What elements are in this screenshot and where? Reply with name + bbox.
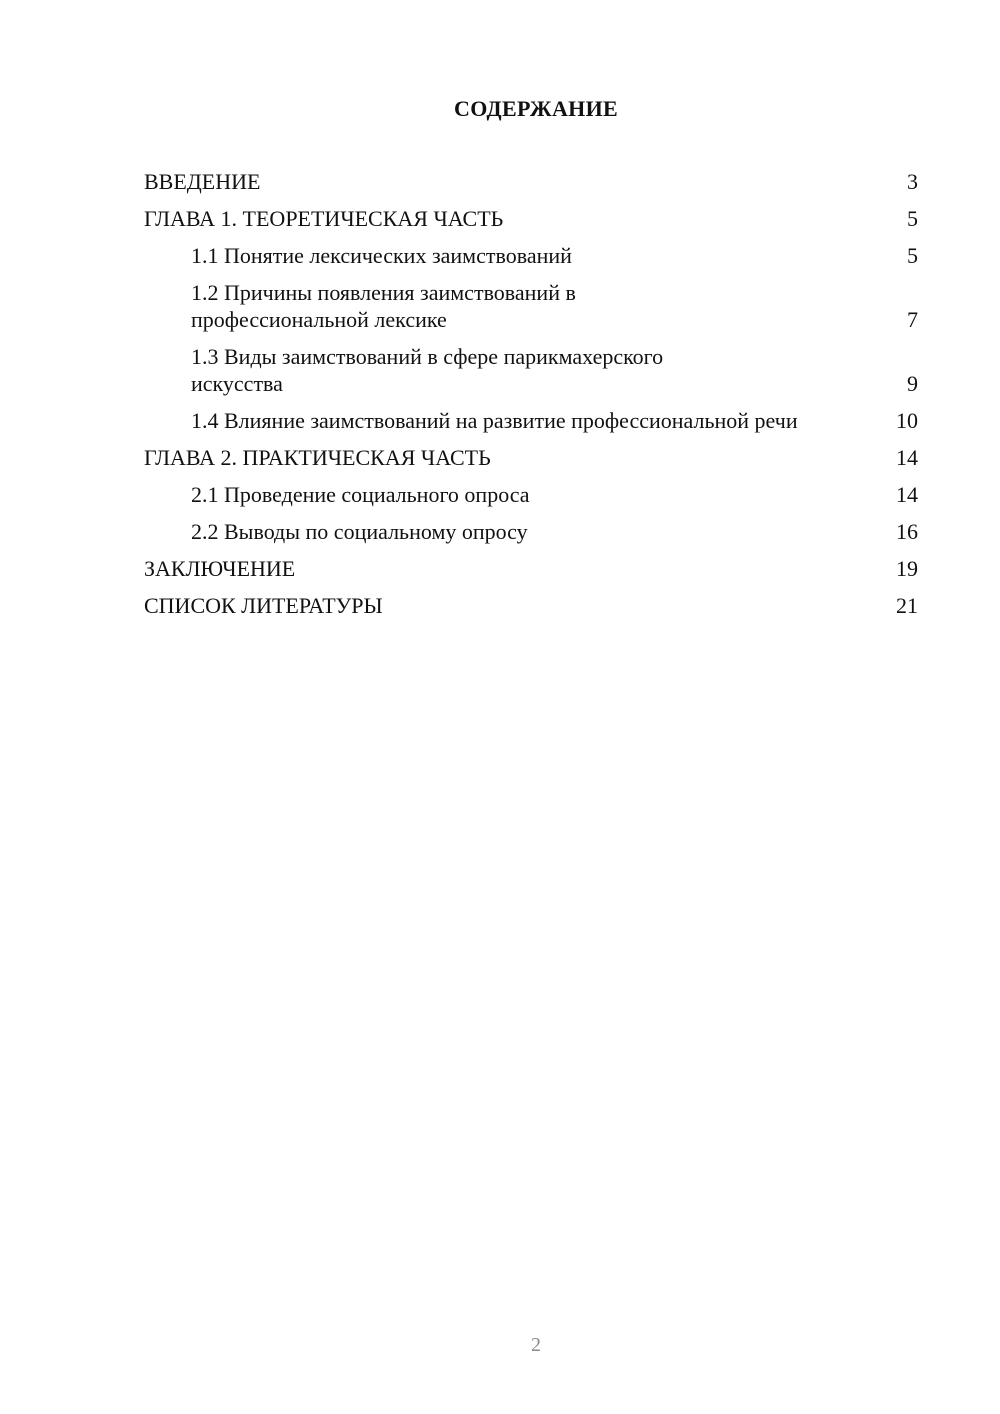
toc-entry-bibliography[interactable] [144,592,918,619]
toc-entry-page: 19 [896,556,918,581]
toc-entry-introduction[interactable] [144,168,918,195]
toc-entry-label: 1.1 Понятие лексических заимствований [191,243,572,268]
toc-entry-section-1-1[interactable] [144,242,918,269]
toc-entry-page: 14 [896,445,918,470]
toc-entry-chapter-2[interactable] [144,444,918,471]
toc-entry-chapter-1[interactable] [144,205,918,232]
toc-entry-label: 1.4 Влияние заимствований на развитие профессиональной речи [191,408,798,433]
toc-entry-page: 9 [907,371,918,396]
toc-entry-page: 16 [896,519,918,544]
toc-entry-page: 5 [907,206,918,231]
toc-entry-section-2-2[interactable] [144,518,918,545]
toc-entry-page: 7 [907,307,918,332]
toc-entry-page: 21 [896,593,918,618]
toc-entry-label: 2.1 Проведение социального опроса [191,482,530,507]
toc-entry-page: 14 [896,482,918,507]
toc-entry-section-1-3[interactable] [144,343,918,397]
toc-entry-label: 1.2 Причины появления заимствований в профессиональной лексике [191,280,576,332]
toc-entry-section-2-1[interactable] [144,481,918,508]
table-of-contents [144,168,918,629]
page-number: 2 [531,1334,541,1356]
toc-entry-conclusion[interactable] [144,555,918,582]
toc-entry-section-1-2[interactable] [144,279,918,333]
page-title: СОДЕРЖАНИЕ [454,96,618,121]
toc-entry-label: ГЛАВА 1. ТЕОРЕТИЧЕСКАЯ ЧАСТЬ [144,206,504,231]
toc-entry-page: 5 [907,243,918,268]
toc-entry-page: 10 [896,408,918,433]
toc-entry-label: ГЛАВА 2. ПРАКТИЧЕСКАЯ ЧАСТЬ [144,445,491,470]
toc-entry-label: ЗАКЛЮЧЕНИЕ [144,556,296,581]
toc-entry-section-1-4[interactable] [144,407,918,434]
toc-entry-label: 2.2 Выводы по социальному опросу [191,519,528,544]
toc-entry-label: СПИСОК ЛИТЕРАТУРЫ [144,593,383,618]
toc-entry-label: 1.3 Виды заимствований в сфере парикмахерского искусства [191,344,664,396]
toc-entry-label: ВВЕДЕНИЕ [144,169,261,194]
toc-entry-page: 3 [907,169,918,194]
